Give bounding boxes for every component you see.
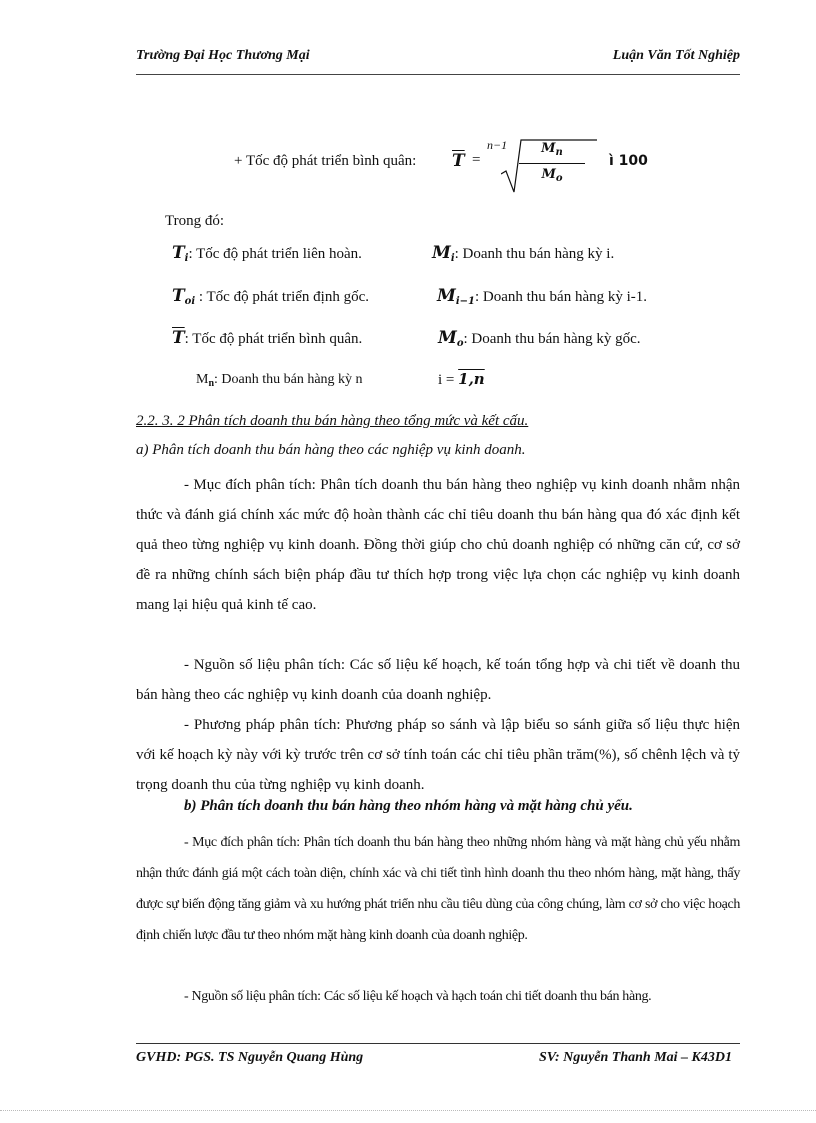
- def-row-2b: $M_{i-1}$: Doanh thu bán hàng kỳ i-1.: [437, 286, 648, 307]
- formula-suffix: ì 100: [609, 153, 648, 169]
- fraction-denominator: $M_o$: [541, 167, 563, 184]
- nth-root: [487, 138, 648, 194]
- def-row-4b: i = 1,n: [438, 370, 485, 388]
- where-label: Trong đó:: [165, 213, 225, 229]
- subheading-b: b) Phân tích doanh thu bán hàng theo nhóm hàng và mặt hàng chủ yếu.: [184, 798, 633, 814]
- def-row-4: $M_n$: Doanh thu bán hàng kỳ n: [196, 372, 363, 389]
- fraction-bar: [519, 163, 585, 164]
- footer-supervisor: GVHD: PGS. TS Nguyễn Quang Hùng: [136, 1050, 364, 1065]
- page-header: [136, 48, 740, 70]
- paragraph-a-method: - Phương pháp phân tích: Phương pháp so sánh và lập biểu so sánh giữa số liệu thực hiện với kế hoạch kỳ này với kỳ trước trên cơ sở tính toán các chỉ tiêu phần trăm(%), số chênh lệch và tỷ trọng doanh thu của từng nghiệp vụ kinh doanh.: [136, 717, 740, 793]
- formula-equals: =: [472, 152, 481, 168]
- header-doc-type: Luận Văn Tốt Nghiệp: [612, 48, 740, 63]
- page-footer: [136, 1050, 740, 1072]
- header-rule: [136, 74, 740, 75]
- header-school: Trường Đại Học Thương Mại: [136, 48, 310, 63]
- paragraph-b-purpose: - Mục đích phân tích: Phân tích doanh thu bán hàng theo những nhóm hàng và mặt hàng chủ yếu nhằm nhận thức đánh giá một cách toàn diện, chính xác và chi tiết tình hình doanh thu theo nhóm hàng, mặt hàng, thấy được sự biến động tăng giảm và xu hướng phát triển nhu cầu tiêu dùng của công chúng, làm cơ sở cho việc hoạch định chiến lược đầu tư theo nhóm mặt hàng kinh doanh của doanh nghiệp.: [136, 835, 740, 943]
- paragraph-a-source: - Nguồn số liệu phân tích: Các số liệu kế hoạch, kế toán tổng hợp và chi tiết về doanh thu bán hàng theo các nghiệp vụ kinh doanh của doanh nghiệp.: [136, 657, 740, 703]
- root-index: n−1: [487, 138, 508, 152]
- subheading-a: a) Phân tích doanh thu bán hàng theo các nghiệp vụ kinh doanh.: [136, 442, 526, 458]
- section-heading: 2.2. 3. 2 Phân tích doanh thu bán hàng theo tổng mức và kết cấu.: [136, 413, 529, 429]
- page-break-line: [0, 1110, 816, 1111]
- formula-prefix: + Tốc độ phát triển bình quân:: [234, 153, 417, 169]
- fraction-numerator: $M_n$: [541, 141, 563, 158]
- def-row-3: $\overline{T}$: Tốc độ phát triển bình quân.: [172, 328, 363, 348]
- def-row-1: $T_i$: Tốc độ phát triển liên hoàn.: [172, 243, 362, 264]
- formula-lhs: $\overline{T}$: [452, 151, 465, 171]
- mean-growth-formula: [234, 138, 648, 194]
- footer-rule: [136, 1043, 740, 1044]
- def-row-3b: $M_o$: Doanh thu bán hàng kỳ gốc.: [438, 328, 641, 349]
- footer-student: SV: Nguyễn Thanh Mai – K43D1: [538, 1050, 732, 1065]
- def-row-1b: $M_i$: Doanh thu bán hàng kỳ i.: [432, 243, 615, 264]
- paragraph-a-purpose: - Mục đích phân tích: Phân tích doanh thu bán hàng theo nghiệp vụ kinh doanh nhằm nhận thức và đánh giá chính xác mức độ hoàn thành các chỉ tiêu doanh thu bán hàng qua đó xác định kết quả theo từng nghiệp vụ kinh doanh. Đồng thời giúp cho chủ doanh nghiệp có những căn cứ, cơ sở đề ra những chính sách biện pháp đầu tư thích hợp trong việc lựa chọn các nghiệp vụ kinh doanh mang lại hiệu quả kinh tế cao.: [136, 477, 740, 613]
- def-row-2: $T_{oi}$ : Tốc độ phát triển định gốc.: [172, 286, 369, 307]
- paragraph-b-source: - Nguồn số liệu phân tích: Các số liệu kế hoạch và hạch toán chi tiết doanh thu bán hàng.: [184, 989, 652, 1004]
